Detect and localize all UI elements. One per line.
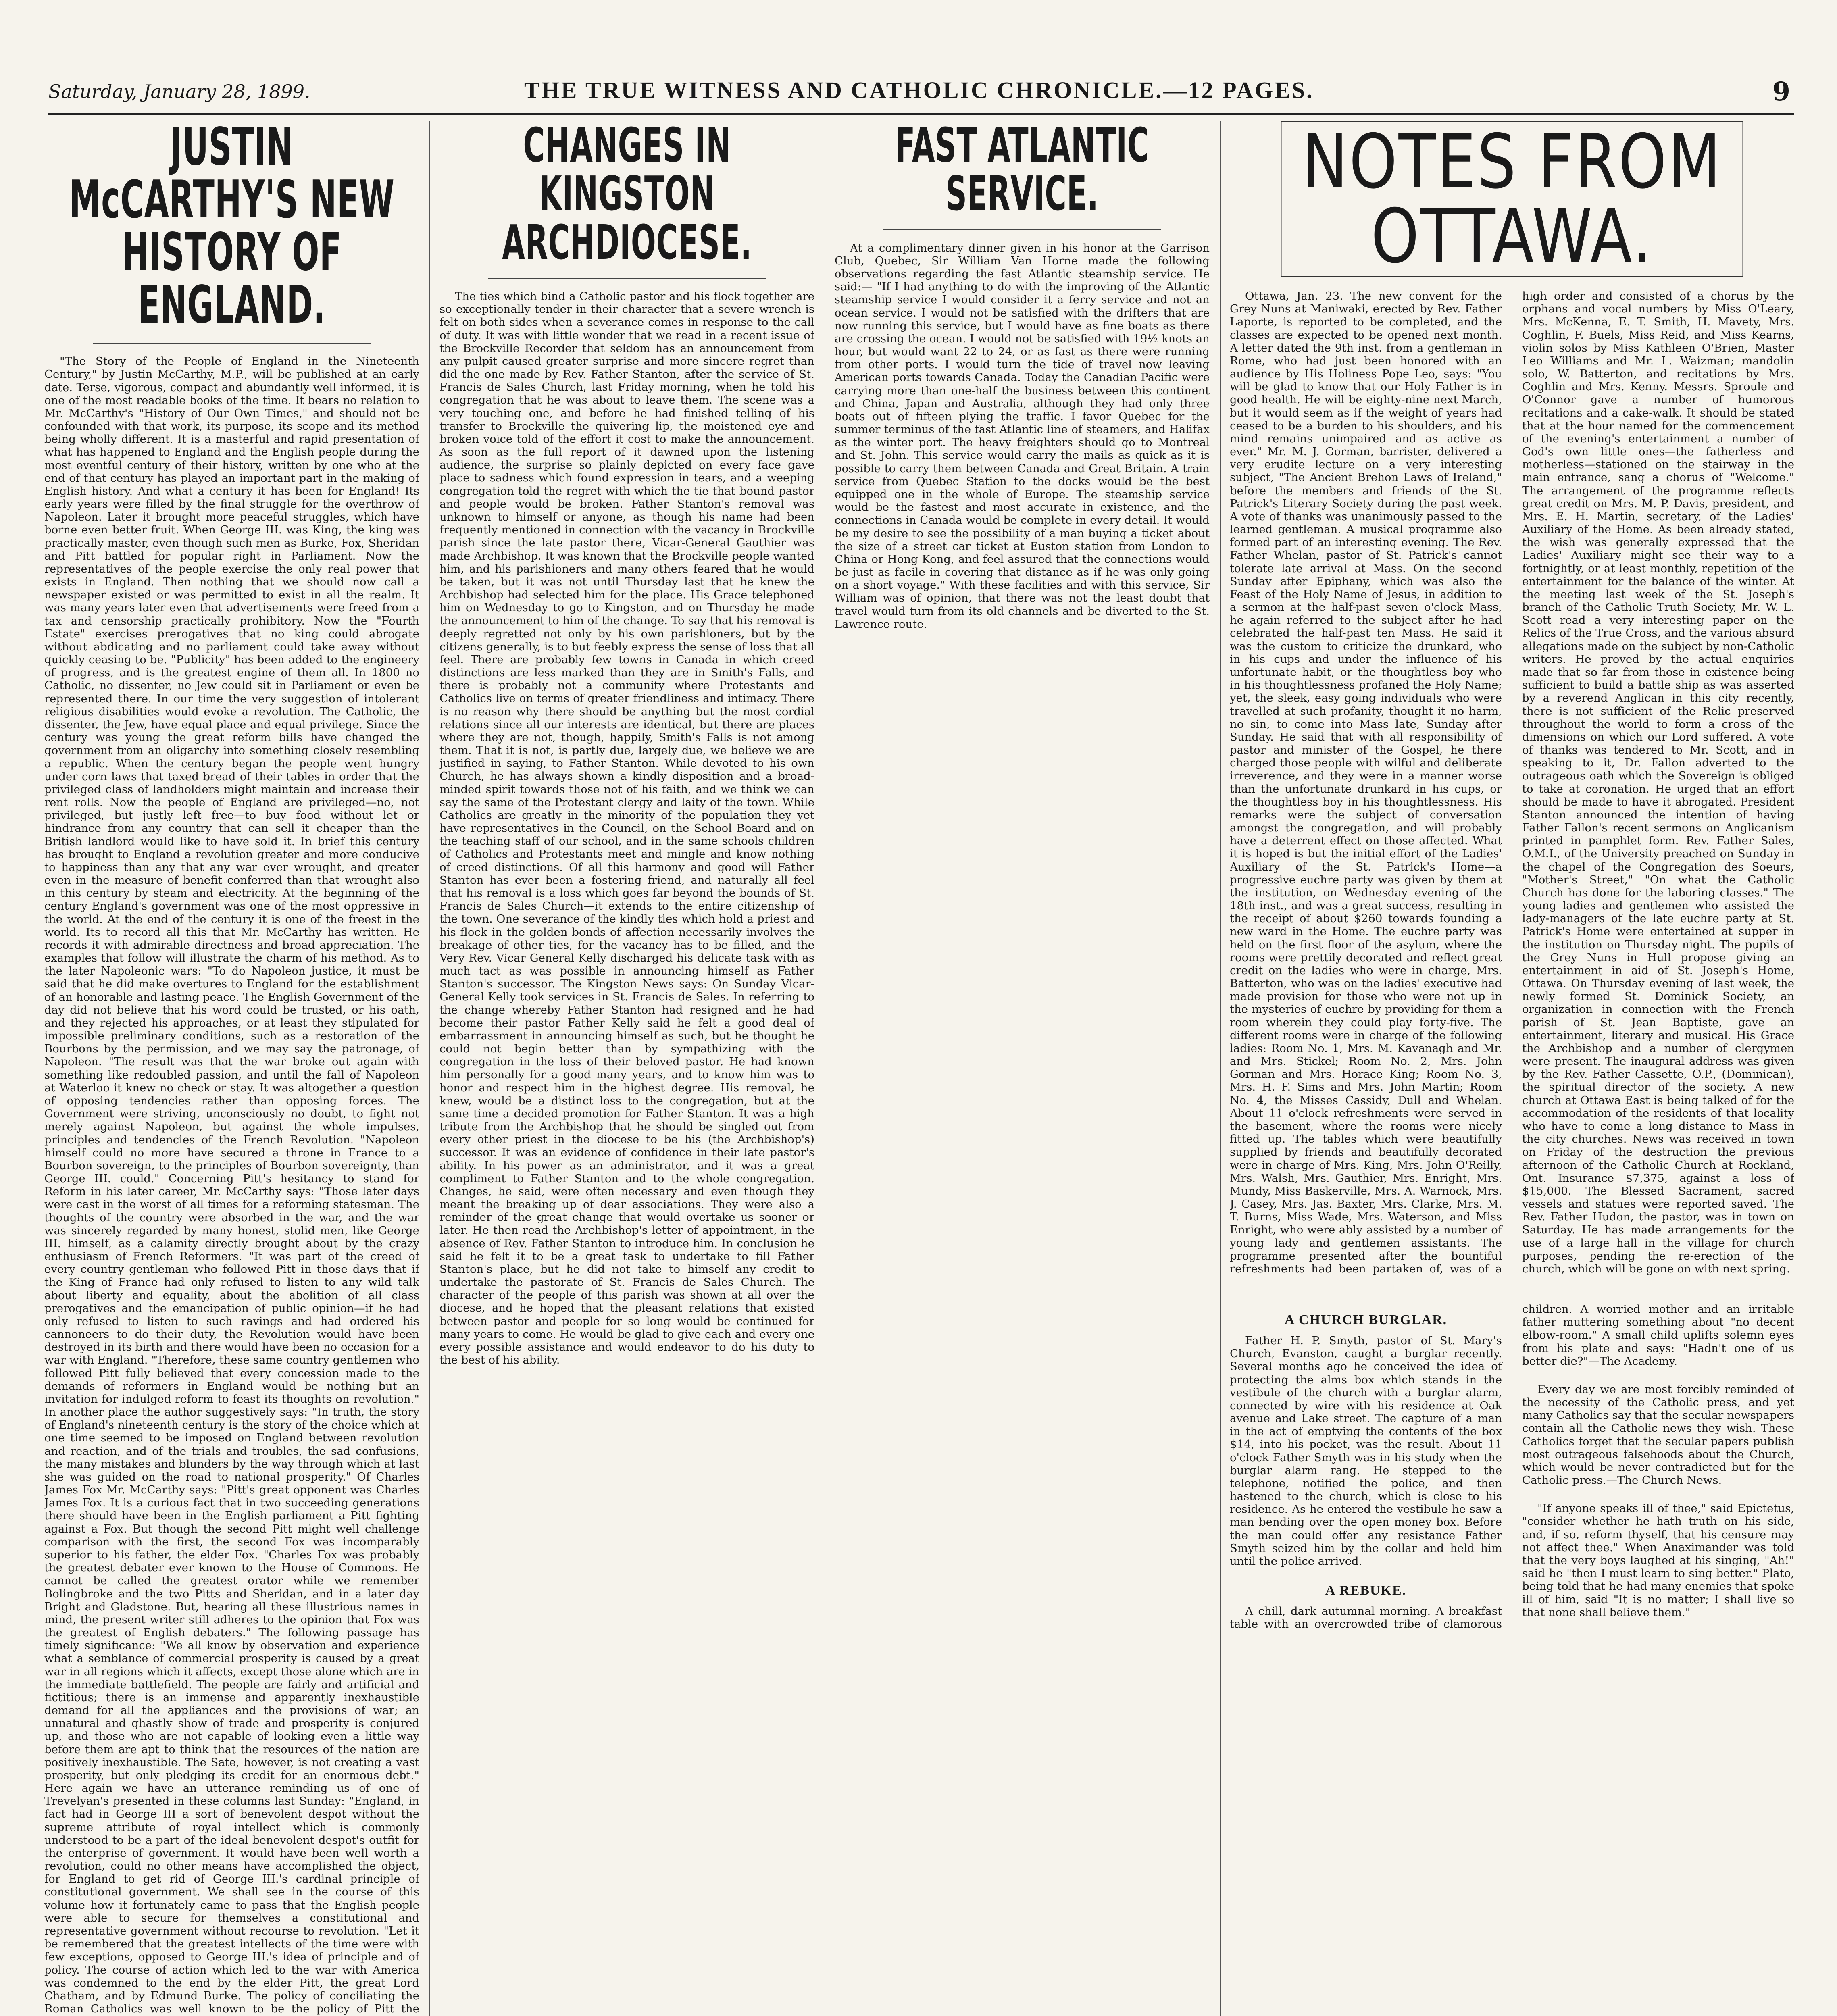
divider	[488, 278, 766, 279]
article-headline: A REBUKE.	[1325, 1583, 1407, 1598]
issue-date: Saturday, January 28, 1899.	[48, 81, 310, 102]
column-rule	[1220, 121, 1221, 2016]
divider	[93, 343, 371, 344]
article-church-burglar	[1230, 1312, 1502, 1568]
divider	[883, 229, 1161, 230]
article-body: "The Story of the People of England in the Nineteenth Century," by Justin McCarthy, M.P., will be published at an early date. Terse, vigorous, compact and abundantly well informed, it is one of the most readable books of the time. It bears no relation to Mr. McCarthy's "History of Our Own Times," and should not be confounded with that work, its purpose, its scope and its method being wholly different. It is a masterful and rapid presentation of what has happened to England and the English people during the most eventful century of their history, written by one who at the end of that century has played an important part in the making of English history. And what a century it has been for England! Its early years were filled by the final struggle for the overthrow of Napoleon. Later it brought more peaceful struggles, which have borne even better fruit. When George III. was King, the king was practically master, even though such men as Burke, Fox, Sheridan and Pitt battled for popular right in Parliament. Now the representatives of the people exercise the only real power that exists in England. Then nothing that we should now call a newspaper existed or was permitted to exist in all the realm. It was many years later even that advertisements were freed from a tax and censorship practically prohibitory. Now the "Fourth Estate" exercises prerogatives that no king could abrogate without abdicating and no parliament could take away without quickly ceasing to be. "Publicity" has been added to the engineery of progress, and is the greatest engine of them all. In 1800 no Catholic, no dissenter, no Jew could sit in Parliament or even be represented there. In our time the very suggestion of intolerant religious disabilities would evoke a revolution. The Catholic, the dissenter, the Jew, have equal place and equal privilege. Since the century was young the great reform bills have changed the government from an oligarchy into something closely resembling a republic. When the century began the people went hungry under corn laws that taxed bread of their tables in order that the privileged class of landholders might maintain and increase their rent rolls. Now the people of England are privileged—no, not privileged, but justly left free—to buy food without let or hindrance from any country that can sell it cheaper than the British landlord would like to have sold it. In brief this century has brought to England a revolution greater and more conducive to happiness than any that any war ever wrought, and greater even in the measure of benefit conferred than that wrought also in this century by steam and electricity. At the beginning of the century England's government was one of the most oppressive in the world. At the end of the century it is one of the freest in the world. Its to record all this that Mr. McCarthy has written. He records it with admirable directness and broad appreciation. The examples that follow will illustrate the charm of his method. As to the later Napoleonic wars: "To do Napoleon justice, it must be said that he did make overtures to England for the establishment of an honorable and lasting peace. The English Government of the day did not believe that his word could be trusted, or his oath, and they rejected his approaches, or at least they stipulated for impossible preliminary conditions, such as a restoration of the Bourbons by the permission, and we may say the patronage, of Napoleon. "The result was that the war broke out again with something like redoubled passion, and until the fall of Napoleon at Waterloo it knew no check or stay. It was altogether a question of opposing tendencies rather than opposing forces. The Government were striving, unconsciously no doubt, to fight not merely against Napoleon, but against the whole impulses, principles and tendencies of the French Revolution. "Napoleon himself could no more have secured a throne in France to a Bourbon sovereign, to the principles of Bourbon sovereignty, than George III. could." Concerning Pitt's hesitancy to stand for Reform in his later career, Mr. McCarthy says: "Those later days were cast in the worst of all times for a reforming statesman. The thoughts of the country were absorbed in the war, and the war was sincerely regarded by many honest, stolid men, like George III. himself, as a calamity directly brought about by the crazy enthusiasm of French Reformers. "It was part of the creed of every country gentleman who followed Pitt in those days that if the King of France had only refused to listen to any wild talk about liberty and equality, about the abolition of all class prerogatives and the emancipation of public opinion—if he had only refused to listen to such ravings and had ordered his cannoneers to do their duty, the Revolution would have been destroyed in its birth and there would have been no occasion for a war with England. "Therefore, these same country gentlemen who followed Pitt fully believed that every concession made to the demands of reformers in England would be nothing but an invitation for indulged reform to feast its thoughts on revolution." In another place the author suggestively says: "In truth, the story of England's nineteenth century is the story of the choice which at one time seemed to be imposed on England between revolution and reaction, and of the trials and troubles, the sad confusions, the many mistakes and blunders by the way through which at last she was guided on the road to national prosperity." Of Charles James Fox Mr. McCarthy says: "Pitt's great opponent was Charles James Fox. It is a curious fact that in two succeeding generations there should have been in the English parliament a Pitt fighting against a Fox. But though the second Pitt might well challenge comparison with the first, the second Fox was incomparably superior to his father, the elder Fox. "Charles Fox was probably the greatest debater ever known to the House of Commons. He cannot be called the greatest orator while we remember Bolingbroke and the two Pitts and Sheridan, and in a later day Bright and Gladstone. But, hearing all these illustrious names in mind, the present writer still adheres to the opinion that Fox was the greatest of English debaters." The following passage has timely significance: "We all know by observation and experience what a semblance of commercial prosperity is caused by a great war in all regions which it affects, except those alone which are in the immediate battlefield. The people are fairly and artificial and fictitious; there is an immense and apparently inexhaustible demand for all the appliances and the provisions of war; an unnatural and ghastly show of trade and prosperity is conjured up, and those who are not capable of looking even a little way before them are apt to think that the resources of the nation are positively inexhaustible. The Sate, however, is not creating a vast prosperity, but only pledging its credit for an enormous debt." Here again we have an utterance reminding us of one of Trevelyan's presented in these columns last Sunday: "England, in fact had in George III a sort of benevolent despot without the supreme attribute of royal intellect which is commonly understood to be a part of the ideal benevolent despot's outfit for the enterprise of government. It would have been well worth a revolution, could no other means have accomplished the object, for England to get rid of George III.'s cardinal principle of constitutional government. We shall see in the course of this volume how it fortunately came to pass that the English people were able to secure for themselves a constitutional and representative government without recourse to revolution. "Let it be remembered that the greatest intellects of the time were with few exceptions, opposed to George III.'s idea of principle and of policy. The course of action which led to the war with America was condemned to the end by the elder Pitt, the great Lord Chatham, and by Edmund Burke. The policy of conciliating the Roman Catholics was well known to be the policy of Pitt the	[44, 355, 419, 2016]
article-body: Every day we are most forcibly reminded of the necessity of the Catholic press, and yet many Catholics say that the secular newspapers contain all the Catholic news they wish. These Catholics forget that the secular papers publish most outrageous falsehoods about the Church, which would be never contradicted but for the Catholic press.—The Church News.	[1522, 1383, 1794, 1487]
article-headline: FAST ATLANTIC SERVICE.	[895, 121, 1150, 222]
column-4-5	[1230, 121, 1794, 2016]
article-headline: A CHURCH BURGLAR.	[1284, 1312, 1448, 1328]
masthead	[48, 69, 1794, 115]
article-body: "If anyone speaks ill of thee," said Epictetus, "consider whether he hath truth on his side, and, if so, reform thyself, that his censure may not affect thee." When Anaximander was told that the very boys laughed at his singing, "Ah!" said he "then I must learn to sing better." Plato, being told that he had many enemies that spoke ill of him, said "It is no matter; I shall live so that none shall believe them."	[1522, 1502, 1794, 1619]
article-headline: NOTES FROM OTTAWA.	[1281, 121, 1743, 277]
article-epictetus	[1522, 1502, 1794, 1619]
article-mccarthy-history	[44, 121, 419, 2016]
article-headline: JUSTIN McCARTHY'S NEW HISTORY OF ENGLAND.	[69, 121, 395, 335]
article-notes-from-ottawa	[1230, 121, 1794, 1275]
article-headline: CHANGES IN KINGSTON ARCHDIOCESE.	[502, 121, 752, 270]
column-3	[835, 121, 1210, 2016]
column-1	[44, 121, 419, 2016]
article-body: The ties which bind a Catholic pastor and his flock together are so exceptionally tender in their character that a severe wrench is felt on both sides when a severance comes in response to the call of duty. It was with little wonder that we read in a recent issue of the Brockville Recorder that seldom has an announcement from any pulpit caused greater surprise and more sincere regret than did the one made by Rev. Father Stanton, after the service of St. Francis de Sales Church, last Friday morning, when he told his congregation that he was about to leave them. The scene was a very touching one, and before he had finished telling of his transfer to Brockville the quivering lip, the moistened eye and broken voice told of the effort it cost to make the announcement. As soon as the full report of it dawned upon the listening audience, the surprise so plainly depicted on every face gave place to sadness which found expression in tears, and a weeping congregation told the regret with which the tie that bound pastor and people would be broken. Father Stanton's removal was unknown to himself or anyone, as though his name had been frequently mentioned in connection with the vacancy in Brockville parish since the late pastor there, Vicar-General Gauthier was made Archbishop. It was known that the Brockville people wanted him, and his parishioners and many others feared that he would be taken, but it was not until Thursday last that he knew the Archbishop had selected him for the place. His Grace telephoned him on Wednesday to go to Kingston, and on Thursday he made the announcement to him of the change. To say that his removal is deeply regretted not only by his own parishioners, but by the citizens generally, is to but feebly express the sense of loss that all feel. There are probably few towns in Canada in which creed distinctions are less marked than they are in Smith's Falls, and there is probably not a community where Protestants and Catholics live on terms of greater friendliness and intimacy. There is no reason why there should be anything but the most cordial relations since all our interests are identical, but there are places where they are not, though, happily, Smith's Falls is not among them. That it is not, is partly due, largely due, we believe we are justified in saying, to Father Stanton. While devoted to his own Church, he has always shown a kindly disposition and a broad-minded spirit towards those not of his faith, and we think we can say the same of the Protestant clergy and laity of the town. While Catholics are greatly in the minority of the population they yet have representatives in the Council, on the School Board and on the teaching staff of our school, and in the same schools children of Catholics and Protestants meet and mingle and know nothing of creed distinctions. Of all this harmony and good will Father Stanton has ever been a fostering friend, and naturally all feel that his removal is a loss which goes far beyond the bounds of St. Francis de Sales Church—it extends to the entire citizenship of the town. One severance of the kindly ties which hold a priest and his flock in the golden bonds of affection necessarily involves the breakage of other ties, for the vacancy has to be filled, and the Very Rev. Vicar General Kelly discharged his delicate task with as much tact as was possible in announcing himself as Father Stanton's successor. The Kingston News says: On Sunday Vicar-General Kelly took services in St. Francis de Sales. In referring to the change whereby Father Stanton had resigned and he had become their pastor Father Kelly said he felt a good deal of embarrassment in announcing himself as such, but he thought he could not begin better than by sympathizing with the congregation in the loss of their beloved pastor. He had known him personally for a good many years, and to know him was to honor and respect him in the highest degree. His removal, he knew, would be a distinct loss to the congregation, but at the same time a decided promotion for Father Stanton. It was a high tribute from the Archbishop that he should be singled out from every other priest in the diocese to be his (the Archbishop's) successor. It was an evidence of confidence in their late pastor's ability. In his power as an administrator, and it was a great compliment to Father Stanton and to the whole congregation. Changes, he said, were often necessary and even though they meant the breaking up of dear associations. They were also a reminder of the great change that would overtake us sooner or later. He then read the Archbishop's letter of appointment, in the absence of Rev. Father Stanton to introduce him. In conclusion he said he felt it to be a great task to undertake to fill Father Stanton's place, but he did not take to himself any credit to undertake the pastorate of St. Francis de Sales Church. The character of the people of this parish was shown at all over the diocese, and he hoped that the pleasant relations that existed between pastor and people for so long would be continued for many years to come. He would be glad to give each and every one every possible assistance and would endeavor to do his duty to the best of his ability.	[439, 290, 814, 1367]
article-body: Father H. P. Smyth, pastor of St. Mary's Church, Evanston, caught a burglar recently. Several months ago he conceived the idea of protecting the alms box which stands in the vestibule of the church with a burglar alarm, connected by wire with his residence at Oak avenue and Lake street. The capture of a man in the act of emptying the contents of the box $14, into his pocket, was the result. About 11 o'clock Father Smyth was in his study when the burglar alarm rang. He stepped to the telephone, notified the police, and then hastened to the church, which is close to his residence. As he entered the vestibule he saw a man bending over the open money box. Before the man could offer any resistance Father Smyth seized him by the collar and held him until the police arrived.	[1230, 1334, 1502, 1568]
column-rule	[429, 121, 430, 2016]
article-body: A chill, dark autumnal morning. A breakfast table with an overcrowded tribe of clamorous children. A worried mother and an irritable father muttering something about "no decent elbow-room." A small child uplifts solemn eyes from his plate and says: "Hadn't one of us better die?"—The Academy.	[1230, 1303, 1794, 1631]
article-fast-atlantic-service	[835, 121, 1210, 631]
article-body: At a complimentary dinner given in his honor at the Garrison Club, Quebec, Sir William Van Horne made the following observations regarding the fast Atlantic steamship service. He said:— "If I had anything to do with the improving of the Atlantic steamship service I would consider it a ferry service and not an ocean service. I would not be satisfied with the drifters that are now running this service, but I would have as fine boats as there are crossing the ocean. I would not be satisfied with 19½ knots an hour, but would want 22 to 24, or as fast as there were running from other ports. I would turn the tide of travel now leaving American ports towards Canada. Today the Canadian Pacific were carrying more than one-half the business between this continent and China, Japan and Australia, although they had only three boats out of fifteen plying the traffic. I favor Quebec for the summer terminus of the fast Atlantic line of steamers, and Halifax as the winter port. The heavy freighters should go to Montreal and St. John. This service would carry the mails as quick as it is possible to carry them between Canada and Great Britain. A train service from Quebec Station to the docks would be the best equipped one in the whole of Europe. The steamship service would be the fastest and most accurate in existence, and the connections in Canada would be complete in every detail. It would be my desire to see the possibility of a man buying a ticket about the size of a street car ticket at Euston station from London to China or Hong Kong, and feel assured that the connections would be just as facile in covering that distance as if he was only going on a short voyage." With these facilities and with this service, Sir William was of opinion, that there was not the least doubt that travel would turn from its old channels and be diverted to the St. Lawrence route.	[835, 241, 1210, 631]
article-kingston-archdiocese	[439, 121, 814, 1366]
article-body: Ottawa, Jan. 23. The new convent for the Grey Nuns at Maniwaki, erected by Rev. Father Laporte, is reported to be completed, and the classes are expected to be opened next month. A letter dated the 9th inst. from a gentleman in Rome, who had just been honored with an audience by His Holiness Pope Leo, says: "You will be glad to know that our Holy Father is in good health. He will be eighty-nine next March, but it would seem as if the weight of years had ceased to be a burden to his shoulders, and his mind remains unimpaired and as active as ever." Mr. M. J. Gorman, barrister, delivered a very erudite lecture on a very interesting subject, "The Ancient Brehon Laws of Ireland," before the members and friends of the St. Patrick's Literary Society during the past week. A vote of thanks was unanimously passed to the learned gentleman. A musical programme also formed part of an interesting evening. The Rev. Father Whelan, pastor of St. Patrick's cannot tolerate late arrival at Mass. On the second Sunday after Epiphany, which was also the Feast of the Holy Name of Jesus, in addition to a sermon at the half-past seven o'clock Mass, he again referred to the subject after he had celebrated the half-past ten Mass. He said it was the custom to criticize the drunkard, who in his cups and under the influence of his unfortunate habit, or the thoughtless boy who in his thoughtlessness profaned the Holy Name; yet, the sleek, easy going individuals who were travelled at such profanity, thought it no harm, no sin, to come into Mass late, Sunday after Sunday. He said that with all responsibility of pastor and minister of the Gospel, he there charged those people with wilful and deliberate irreverence, and they were in a manner worse than the unfortunate drunkard in his cups, or the thoughtless boy in his thoughtlessness. His remarks were the subject of conversation amongst the congregation, and will probably have a deterrent effect on those affected. What it is hoped is but the initial effort of the Ladies' Auxiliary of the St. Patrick's Home—a progressive euchre party was given by them at the institution, on Wednesday evening of the 18th inst., and was a great success, resulting in the receipt of about $260 towards founding a new ward in the Home. The euchre party was held on the first floor of the asylum, where the rooms were prettily decorated and reflect great credit on the ladies who were in charge, Mrs. Batterton, who was on the ladies' executive had made provision for those who were not up in the mysteries of euchre by providing for them a room wherein they could play forty-five. The different rooms were in charge of the following ladies: Room No. 1, Mrs. M. Kavanagh and Mr. and Mrs. Stickel; Room No. 2, Mrs. John Gorman and Mrs. Horace King; Room No. 3, Mrs. H. F. Sims and Mrs. John Martin; Room No. 4, the Misses Cassidy, Dull and Whelan. About 11 o'clock refreshments were served in the basement, where the rooms were nicely fitted up. The tables which were beautifully supplied by friends and beautifully decorated were in charge of Mrs. King, Mrs. John O'Reilly, Mrs. Walsh, Mrs. Gauthier, Mrs. Enright, Mrs. Mundy, Miss Baskerville, Mrs. A. Warnock, Mrs. J. Casey, Mrs. Jas. Baxter, Mrs. Clarke, Mrs. M. T. Burns, Miss Wade, Mrs. Waterson, and Miss Enright, who were ably assisted by a number of young lady and gentlemen assistants. The programme presented after the bountiful refreshments had been partaken of, was of a high order and consisted of a chorus by the orphans and vocal numbers by Miss O'Leary, Mrs. McKenna, E. T. Smith, H. Mavety, Mrs. Coghlin, F. Buels, Miss Reid, and Miss Kearns, violin solos by Miss Kathleen O'Brien, Master Leo Williams and Mr. L. Waizman; mandolin solo, W. Batterton, and recitations by Mrs. Coghlin and Mrs. Kenny. Messrs. Sproule and O'Connor gave a number of humorous recitations and a cake-walk. It should be stated that at the hour named for the commencement of the evening's entertainment a number of God's own little ones—the fatherless and motherless—stationed on the stairway in the main entrance, sang a chorus of "Welcome." The arrangement of the programme reflects great credit on Mrs. M. P. Davis, president, and Mrs. E. H. Martin, secretary, of the Ladies' Auxiliary of the Home. As been already stated, the wish was generally expressed that the Ladies' Auxiliary might see their way to a fortnightly, or at least monthly, repetition of the entertainment for the balance of the winter. At the meeting last week of the St. Joseph's branch of the Catholic Truth Society, Mr. W. L. Scott read a very interesting paper on the Relics of the True Cross, and the various absurd allegations made on the subject by non-Catholic writers. He proved by the actual enquiries made that so far from those in existence being sufficient to build a battle ship as was asserted by a reverend Anglican in this city recently, there is not sufficient of the Relic preserved throughout the world to form a cross of the dimensions on which our Lord suffered. A vote of thanks was tendered to Mr. Scott, and in speaking to it, Dr. Fallon adverted to the outrageous oath which the Sovereign is obliged to take at coronation. He urged that an effort should be made to have it abrogated. President Stanton announced the intention of having Father Fallon's recent sermons on Anglicanism printed in pamphlet form. Rev. Father Sales, O.M.I., of the University preached on Sunday in the chapel of the Congregation des Soeurs, "Mother's Street," "On what the Catholic Church has done for the laboring classes." The young ladies and gentlemen who assisted the lady-managers of the late euchre party at St. Patrick's Home were entertained at supper in the institution on Thursday night. The pupils of the Grey Nuns in Hull propose giving an entertainment in aid of St. Joseph's Home, Ottawa. On Thursday evening of last week, the newly formed St. Dominick Society, an organization in connection with the French parish of St. Jean Baptiste, gave an entertainment, literary and musical. His Grace the Archbishop and a number of clergymen were present. The inaugural address was given by the Rev. Father Cassette, O.P., (Dominican), the spiritual director of the society. A new church at Ottawa East is being talked of for the accommodation of the residents of that locality who have to come a long distance to Mass in the city churches. News was received in town on Friday of the destruction the previous afternoon of the Catholic Church at Rockland, Ont. Insurance $7,375, against a loss of $15,000. The Blessed Sacrament, sacred vessels and statues were reported saved. The Rev. Father Hudon, the pastor, was in town on Saturday. He has made arrangements for the use of a large hall in the village for church purposes, pending the re-erection of the church, which will be gone on with next spring.	[1230, 289, 1794, 1275]
newspaper-title: THE TRUE WITNESS AND CATHOLIC CHRONICLE.—12 PAGES.	[524, 77, 1314, 103]
column-2	[439, 121, 814, 2016]
short-items	[1230, 1303, 1794, 1633]
page-number: 9	[1772, 77, 1790, 107]
article-catholic-press	[1522, 1383, 1794, 1487]
